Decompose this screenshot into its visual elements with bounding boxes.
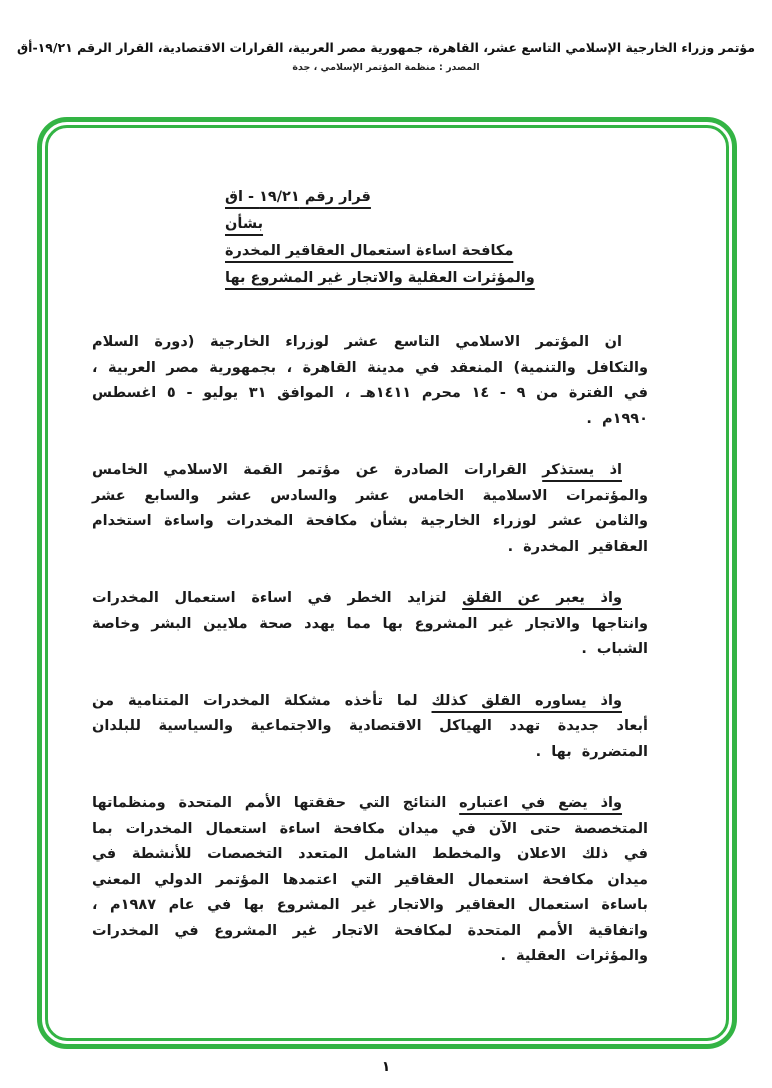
paragraph-expressing-concern — [92, 586, 648, 663]
document-header — [0, 40, 772, 73]
header-citation-line: مؤتمر وزراء الخارجية الإسلامي التاسع عشر، القاهرة، جمهورية مصر العربية، القرارات الاقتصادية، القرار الرقم ١٩/٢١-أق — [17, 40, 755, 55]
paragraph-also-concerned — [92, 689, 648, 766]
resolution-number: قرار رقم ١٩/٢١ - اق — [225, 189, 371, 205]
resolution-subject-part-2: والمؤثرات العقلية والاتجار غير المشروع بها — [225, 270, 535, 286]
resolution-subject-line-2 — [225, 265, 648, 292]
paragraph-text: النتائج التي حققتها الأمم المتحدة ومنظماتها المتخصصة حتى الآن في ميدان مكافحة اساءة استعمال المخدرات بما في ذلك الاعلان والمخطط الشامل المتعدد التخصصات للأنشطة في ميدان مكافحة استعمال العقاقير التي اعتمدها المؤتمر الدولي المعني باساءة استعمال العقاقير والاتجار غير المشروع بها في عام ١٩٨٧م ، واتفاقية الأمم المتحدة لمكافحة الاتجار غير المشروع في المخدرات والمؤثرات العقلية . — [92, 795, 649, 964]
paragraph-lead: واذ يساوره القلق كذلك — [431, 692, 622, 709]
paragraph-text: القرارات الصادرة عن مؤتمر القمة الاسلامي الخامس والمؤتمرات الاسلامية الخامس عشر والسادس عشر والسابع عشر والثامن عشر لوزراء الخارجية بشأن مكافحة المخدرات واساءة استخدام العقاقير المخدرة . — [92, 462, 648, 555]
paragraph-preamble — [92, 330, 648, 432]
paragraph-lead: واذ يضع في اعتباره — [459, 795, 623, 811]
header-source-line: المصدر : منظمة المؤتمر الإسلامي ، جدة — [292, 62, 480, 73]
green-frame-outer — [37, 117, 737, 1049]
resolution-subject-label-line — [225, 211, 648, 238]
paragraph-bearing-in-mind — [92, 791, 648, 970]
paragraph-lead: واذ يعبر عن القلق — [462, 590, 622, 606]
paragraph-lead: اذ يستذكر — [542, 462, 622, 478]
resolution-subject-part-1: مكافحة اساءة استعمال العقاقير المخدرة — [225, 243, 514, 259]
paragraph-text: ان المؤتمر الاسلامي التاسع عشر لوزراء الخارجية (دورة السلام والتكافل والتنمية) المنعقد في مدينة القاهرة ، بجمهورية مصر العربية ، في الفترة من ٩ - ١٤ محرم ١٤١١هـ ، الموافق ٣١ يوليو - ٥ اغسطس ١٩٩٠م . — [92, 334, 648, 427]
paragraph-recalling — [92, 458, 648, 560]
paragraph-text: لما تأخذه مشكلة المخدرات المتنامية من أبعاد جديدة تهدد الهياكل الاقتصادية والاجتماعية والسياسية للبلدان المتضررة بها . — [92, 692, 648, 760]
resolution-number-line — [225, 184, 648, 211]
paragraph-text: لتزايد الخطر في اساءة استعمال المخدرات وانتاجها والاتجار غير المشروع بها مما يهدد صحة ملايين البشر وخاصة الشباب . — [92, 590, 648, 657]
resolution-subject-line-1 — [225, 238, 648, 265]
resolution-subject-label: بشأن — [225, 216, 264, 232]
page-number: ١ — [381, 1059, 391, 1075]
page-footer — [0, 1056, 772, 1075]
resolution-title-block — [92, 184, 648, 292]
green-frame-inner — [45, 125, 729, 1041]
resolution-body — [92, 184, 648, 970]
